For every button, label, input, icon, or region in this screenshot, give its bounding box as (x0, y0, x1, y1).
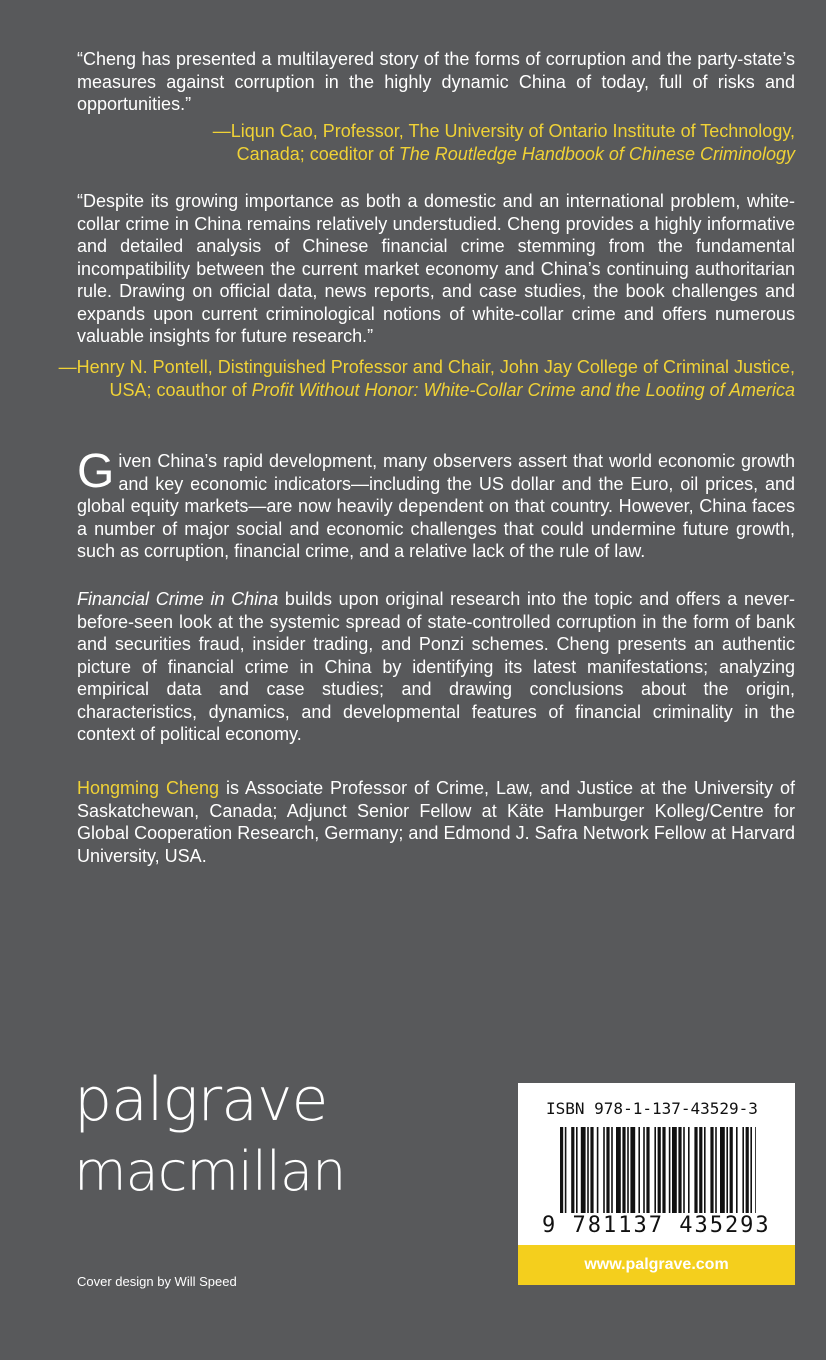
barcode-bar (606, 1127, 609, 1213)
barcode-bar (565, 1127, 567, 1213)
author-name: Hongming Cheng (77, 778, 220, 798)
barcode-bar (662, 1127, 665, 1213)
description-paragraph-1-text: iven China’s rapid development, many observers assert that world economic growth and key economic indicators—including the US dollar and the Euro, oil prices, and global equity markets—are now heavily dependent on that country. However, China faces a number of major social and economic challenges that could undermine future growth, such as corruption, financial crime, and a relative lack of the rule of law. (77, 451, 795, 561)
quote-1-attribution (55, 120, 795, 165)
barcode-bar (581, 1127, 586, 1213)
publisher-logo-palgrave: palgrave (74, 1065, 328, 1135)
quote-1-attribution-line1: —Liqun Cao, Professor, The University of Ontario Institute of Technology, (212, 121, 795, 141)
description-paragraph-1 (77, 445, 795, 563)
barcode-bar (646, 1127, 649, 1213)
barcode-bar (730, 1127, 733, 1213)
barcode-bar (688, 1127, 690, 1213)
barcode-bar (627, 1127, 629, 1213)
isbn-label: ISBN 978-1-137-43529-3 (546, 1099, 758, 1118)
barcode-bar (678, 1127, 681, 1213)
barcode-bar (658, 1127, 661, 1213)
barcode-bar (560, 1127, 563, 1213)
quote-1-book-title: The Routledge Handbook of Chinese Criminology (398, 143, 795, 164)
barcode-bar (683, 1127, 685, 1213)
barcode-bar (622, 1127, 625, 1213)
barcode-bar (587, 1127, 589, 1213)
quote-2-attribution-prefix: USA; coauthor of (109, 379, 252, 400)
cover-design-credit: Cover design by Will Speed (77, 1274, 237, 1289)
isbn-barcode-box (518, 1083, 795, 1285)
barcode-bar (638, 1127, 640, 1213)
barcode-bar (603, 1127, 605, 1213)
barcode-bar (746, 1127, 749, 1213)
quote-1-text: “Cheng has presented a multilayered story of the forms of corruption and the party-state’s measures against corruption in the highly dynamic China of today, full of risks and opportunities.” (77, 49, 795, 114)
quote-2-attribution (55, 356, 795, 401)
book-title: Financial Crime in China (77, 589, 279, 609)
barcode-digits: 9 781137 435293 (542, 1213, 771, 1238)
quote-2-book-title: Profit Without Honor: White-Collar Crime and the Looting of America (251, 379, 795, 400)
publisher-logo-macmillan: macmillan (74, 1140, 346, 1203)
barcode-bar (694, 1127, 697, 1213)
barcode-bar (597, 1127, 599, 1213)
barcode-bar (571, 1127, 574, 1213)
barcode-bar (742, 1127, 744, 1213)
barcode-bar (720, 1127, 725, 1213)
barcode-bar (710, 1127, 713, 1213)
barcode-bar (654, 1127, 656, 1213)
description-paragraph-2 (77, 588, 795, 746)
barcode-bar (699, 1127, 702, 1213)
barcode-bar (669, 1127, 671, 1213)
barcode-bar (715, 1127, 717, 1213)
barcode-bar (750, 1127, 752, 1213)
barcode-bar (611, 1127, 613, 1213)
barcode-icon (560, 1127, 756, 1217)
barcode-bar (643, 1127, 645, 1213)
barcode-bar (576, 1127, 578, 1213)
barcode-bar (630, 1127, 635, 1213)
barcode-bar (672, 1127, 677, 1213)
barcode-bar (755, 1127, 756, 1213)
quote-2-text: “Despite its growing importance as both a domestic and an international problem, white-collar crime in China remains relatively understudied. Cheng provides a highly informative and detailed analysis of Chinese financial crime stemming from the fundamental incompatibility between the current market economy and China’s continuing authoritarian rule. Drawing on official data, news reports, and case studies, the book challenges and expands upon current criminological notions of white-collar crime and offers numerous valuable insights for future research.” (77, 191, 795, 346)
author-bio-text: is Associate Professor of Crime, Law, and Justice at the University of Saskatchewan, Canada; Adjunct Senior Fellow at Käte Hamburger Kolleg/Centre for Global Cooperation Research, Germany; and Edmond J. Safra Network Fellow at Harvard University, USA. (77, 778, 796, 866)
barcode-bar (726, 1127, 728, 1213)
quote-2-attribution-line1: —Henry N. Pontell, Distinguished Professor and Chair, John Jay College of Criminal Justice, (58, 357, 795, 377)
description-paragraph-2-text: builds upon original research into the topic and offers a never-before-seen look at the systemic spread of state-controlled corruption in the form of bank and securities fraud, insider trading, and Ponzi schemes. Cheng presents an authentic picture of financial crime in China by identifying its latest manifestations; analyzing empirical data and case studies; and drawing conclusions about the origin, characteristics, dynamics, and developmental features of financial criminality in the context of political economy. (77, 589, 795, 744)
barcode-bar (590, 1127, 593, 1213)
quote-1-attribution-prefix: Canada; coeditor of (236, 143, 399, 164)
author-bio (77, 777, 795, 867)
barcode-bar (704, 1127, 706, 1213)
publisher-url: www.palgrave.com (518, 1245, 795, 1285)
drop-cap: G (77, 445, 115, 498)
barcode-bar (736, 1127, 738, 1213)
barcode-bar (616, 1127, 621, 1213)
